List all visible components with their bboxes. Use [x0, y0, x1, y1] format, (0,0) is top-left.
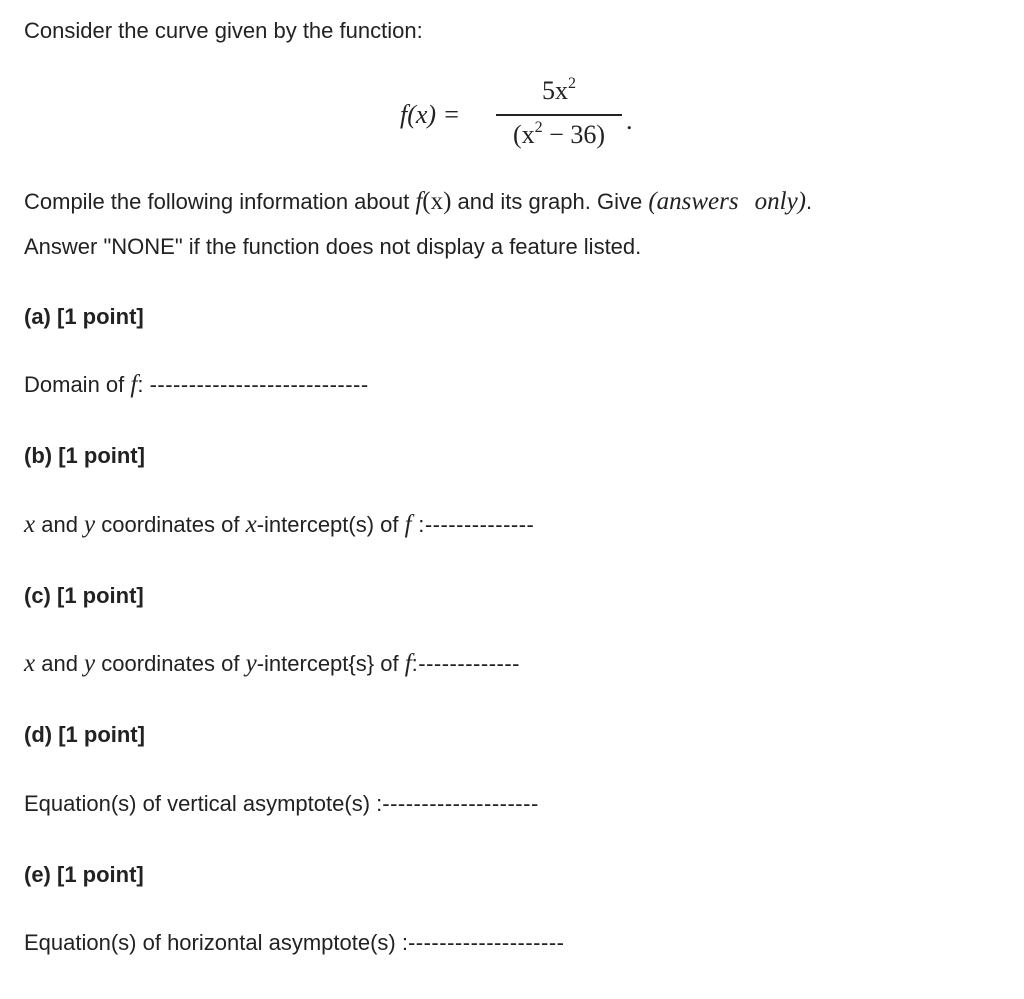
equation-period: .: [626, 106, 633, 135]
part-a-heading: (a) [1 point]: [24, 304, 144, 329]
equation-denominator: $(x^2 - 36)$: [513, 119, 605, 149]
equation-numerator: $5x^2$: [542, 75, 576, 105]
part-b-answer-blank[interactable]: :--------------: [411, 512, 535, 537]
equation-lhs: [400, 100, 460, 130]
part-c-question: x and y coordinates of y-intercept{s} of f:-------------: [24, 650, 520, 677]
part-c-heading: (c) [1 point]: [24, 583, 144, 608]
part-b-question: x and y coordinates of x-intercept(s) of f :--------------: [24, 511, 535, 538]
part-a-question: Domain of f: ----------------------------: [24, 371, 369, 398]
instructions-line-1: Compile the following information about f(x) and its graph. Give (answers only).: [24, 188, 813, 215]
intro-text: Consider the curve given by the function:: [24, 18, 423, 43]
instructions-line-2: Answer "NONE" if the function does not display a feature listed.: [24, 234, 642, 259]
part-d-question: Equation(s) of vertical asymptote(s) :--------------------: [24, 791, 539, 816]
fraction-bar: [496, 114, 622, 116]
part-b-heading: (b) [1 point]: [24, 443, 145, 468]
part-d-answer-blank[interactable]: --------------------: [382, 791, 539, 816]
part-e-heading: (e) [1 point]: [24, 862, 144, 887]
part-d-heading: (d) [1 point]: [24, 722, 145, 747]
part-e-question: Equation(s) of horizontal asymptote(s) :--------------------: [24, 930, 565, 955]
part-e-answer-blank[interactable]: --------------------: [407, 930, 565, 955]
part-a-answer-blank[interactable]: ----------------------------: [149, 372, 369, 397]
equation-lhs-text: f(x) =: [400, 100, 461, 129]
part-c-answer-blank[interactable]: :-------------: [411, 651, 520, 676]
